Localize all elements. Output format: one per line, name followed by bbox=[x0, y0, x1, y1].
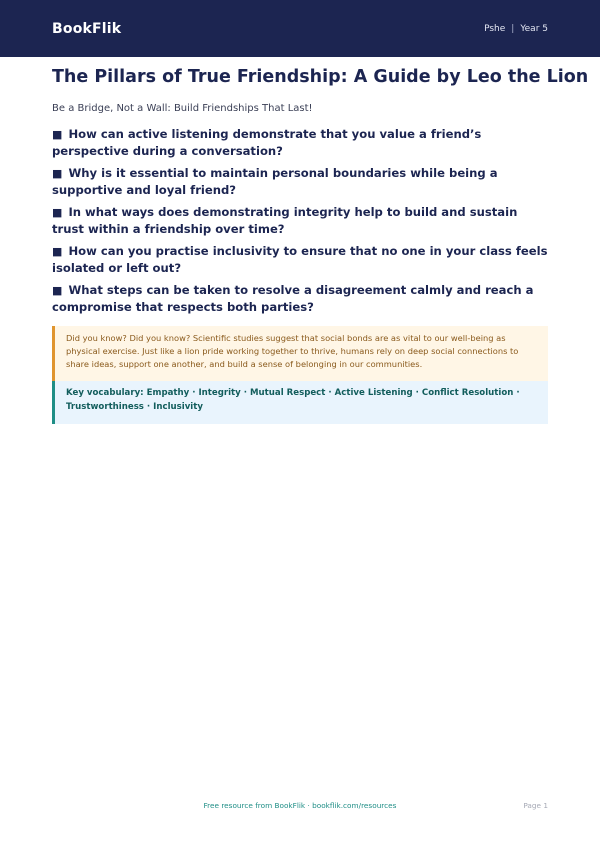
year-label: Year 5 bbox=[520, 23, 548, 34]
page-header bbox=[0, 0, 600, 57]
question-text: In what ways does demonstrating integrity help to build and sustain trust within a friendship over time? bbox=[52, 205, 518, 236]
question-text: What steps can be taken to resolve a disagreement calmly and reach a compromise that respects both parties? bbox=[52, 283, 534, 314]
question-item bbox=[52, 204, 548, 238]
question-item bbox=[52, 282, 548, 316]
question-item bbox=[52, 126, 548, 160]
question-text: How can you practise inclusivity to ensure that no one in your class feels isolated or left out? bbox=[52, 244, 548, 275]
header-meta bbox=[484, 24, 548, 34]
meta-separator: | bbox=[511, 23, 515, 34]
question-list bbox=[52, 126, 548, 316]
page-title: The Pillars of True Friendship: A Guide by Leo the Lion bbox=[52, 67, 589, 87]
question-text: Why is it essential to maintain personal boundaries while being a supportive and loyal friend? bbox=[52, 166, 498, 197]
question-text: How can active listening demonstrate that you value a friend’s perspective during a conversation? bbox=[52, 127, 482, 158]
square-bullet-icon: ■ bbox=[52, 128, 63, 141]
vocabulary-box: Key vocabulary: Empathy · Integrity · Mutual Respect · Active Listening · Conflict Resolution · Trustworthiness · Inclusivity bbox=[52, 381, 548, 424]
square-bullet-icon: ■ bbox=[52, 206, 63, 219]
brand-logo[interactable]: BookFlik bbox=[52, 20, 122, 37]
footer-credit-link[interactable]: Free resource from BookFlik · bookflik.com/resources bbox=[203, 801, 397, 810]
square-bullet-icon: ■ bbox=[52, 167, 63, 180]
page-number: Page 1 bbox=[523, 801, 548, 810]
question-item bbox=[52, 243, 548, 277]
square-bullet-icon: ■ bbox=[52, 284, 63, 297]
question-item bbox=[52, 165, 548, 199]
square-bullet-icon: ■ bbox=[52, 245, 63, 258]
main-content bbox=[0, 66, 600, 424]
page-footer bbox=[52, 801, 548, 811]
page-subtitle: Be a Bridge, Not a Wall: Build Friendships That Last! bbox=[52, 103, 313, 114]
subject-label: Pshe bbox=[484, 23, 506, 34]
fact-box: Did you know? Did you know? Scientific studies suggest that social bonds are as vital to our well-being as physical exercise. Just like a lion pride working together to thrive, humans rely on deep social connections to share ideas, support one another, and build a sense of belonging in our communities. bbox=[52, 326, 548, 381]
